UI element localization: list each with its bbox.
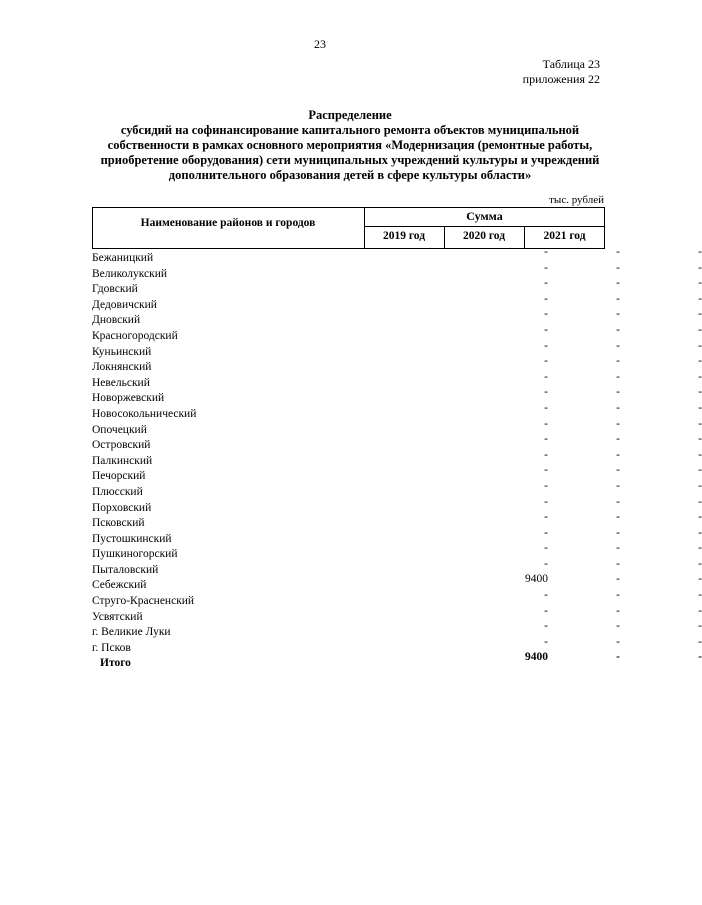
district-name: Пыталовский [92,563,159,576]
value-2021: - [698,246,702,258]
total-value-2019: 9400 [525,651,548,664]
value-2020: - [616,433,620,446]
value-2020: - [616,417,620,430]
header-year-2019: 2019 год [382,230,426,242]
value-2019: - [544,620,548,633]
value-2019: - [544,589,548,602]
value-2020: - [616,277,620,290]
value-2021: - [698,370,702,383]
district-name: Себежский [92,579,147,592]
value-2020: - [616,246,620,258]
value-2021: - [698,526,702,539]
value-2019: - [544,370,548,383]
table-header [92,207,605,249]
value-2021: - [698,339,702,352]
value-2019: - [544,464,548,477]
value-2020: - [616,261,620,274]
district-name: Новоржевский [92,392,165,405]
header-sum: Сумма [466,209,503,223]
district-name: г. Псков [92,641,131,654]
district-name: Дновский [92,314,141,327]
value-2020: - [616,308,620,321]
value-2021: - [698,589,702,602]
value-2020: - [616,355,620,368]
appendix-number: приложения 22 [522,72,600,86]
value-2020: - [616,479,620,492]
district-name: г. Великие Луки [92,626,171,639]
value-2019: - [544,557,548,570]
value-2021: - [698,479,702,492]
header-year-2020: 2020 год [462,230,506,242]
value-2021: - [698,355,702,368]
value-2021: - [698,604,702,617]
district-name: Невельский [92,376,150,389]
value-2020: - [616,323,620,336]
value-2020: - [616,401,620,414]
value-2020: - [616,573,620,586]
value-2020: - [616,589,620,602]
district-name: Новосокольнический [92,407,197,420]
value-2021: - [698,292,702,305]
table-reference [523,57,600,87]
district-name: Локнянский [92,361,152,374]
value-2019: - [544,635,548,648]
value-2020: - [616,339,620,352]
district-name: Пушкиногорский [92,548,178,561]
value-2019: - [544,511,548,524]
page-number: 23 [314,37,326,51]
value-2021: - [698,323,702,336]
title-line-2: собственности в рамках основного мероприятия «Модернизация (ремонтные работы, [107,138,593,152]
district-name: Струго-Красненский [92,595,195,608]
value-2021: - [698,261,702,274]
value-2020: - [616,370,620,383]
value-2021: - [698,620,702,633]
document-title [90,108,610,183]
value-2019: - [544,323,548,336]
value-2021: - [698,464,702,477]
value-2019: - [544,339,548,352]
value-2020: - [616,511,620,524]
value-2021: - [698,277,702,290]
value-2020: - [616,495,620,508]
value-2021: - [698,557,702,570]
value-2020: - [616,620,620,633]
value-2019: - [544,417,548,430]
value-2019: - [544,355,548,368]
header-year-2021: 2021 год [543,230,586,242]
title-line-4: дополнительного образования детей в сфере культуры области» [168,168,532,182]
district-name: Дедовичский [92,298,157,311]
value-2020: - [616,635,620,648]
value-2021: - [698,433,702,446]
district-name: Красногородский [92,329,178,342]
value-2020: - [616,604,620,617]
value-2019: - [544,448,548,461]
title-line-3: приобретение оборудования) сети муниципальных учреждений культуры и учреждений [100,153,600,167]
value-2019: - [544,261,548,274]
value-2021: - [698,542,702,555]
value-2019: - [544,308,548,321]
district-name: Великолукский [92,267,168,280]
total-label: Итого [100,657,131,670]
value-2020: - [616,464,620,477]
value-2020: - [616,557,620,570]
value-2019: - [544,401,548,414]
units-label: тыс. рублей [549,194,604,206]
value-2021: - [698,386,702,399]
value-2019: - [544,604,548,617]
value-2019: - [544,479,548,492]
value-2021: - [698,635,702,648]
value-2020: - [616,542,620,555]
table-number: Таблица 23 [542,57,600,71]
district-name: Плюсский [92,485,143,498]
district-name: Палкинский [92,454,153,467]
value-2019: - [544,277,548,290]
district-name: Опочецкий [92,423,147,436]
district-name: Усвятский [92,610,143,623]
value-2019: - [544,495,548,508]
district-name: Порховский [92,501,152,514]
district-name: Куньинский [92,345,152,358]
value-2021: - [698,417,702,430]
total-row [92,651,702,673]
district-name: Пустошкинский [92,532,172,545]
district-name: Островский [92,439,151,452]
district-name: Псковский [92,517,145,530]
value-2021: - [698,495,702,508]
value-2019: - [544,526,548,539]
value-2021: - [698,401,702,414]
title-line-1: субсидий на софинансирование капитального ремонта объектов муниципальной [120,123,580,137]
value-2020: - [616,386,620,399]
district-name: Гдовский [92,283,138,296]
header-name-column: Наименование районов и городов [140,217,316,229]
value-2019: - [544,542,548,555]
value-2019: - [544,433,548,446]
value-2019: - [544,292,548,305]
value-2021: - [698,308,702,321]
total-value-2020: - [616,651,620,664]
value-2021: - [698,573,702,586]
value-2019: 9400 [525,573,548,586]
district-name: Печорский [92,470,146,483]
value-2020: - [616,448,620,461]
total-value-2021: - [698,651,702,664]
value-2021: - [698,511,702,524]
value-2021: - [698,448,702,461]
title-heading: Распределение [308,108,392,122]
value-2019: - [544,386,548,399]
value-2020: - [616,526,620,539]
district-name: Бежаницкий [92,252,154,264]
value-2019: - [544,246,548,258]
table-body [92,246,702,673]
value-2020: - [616,292,620,305]
